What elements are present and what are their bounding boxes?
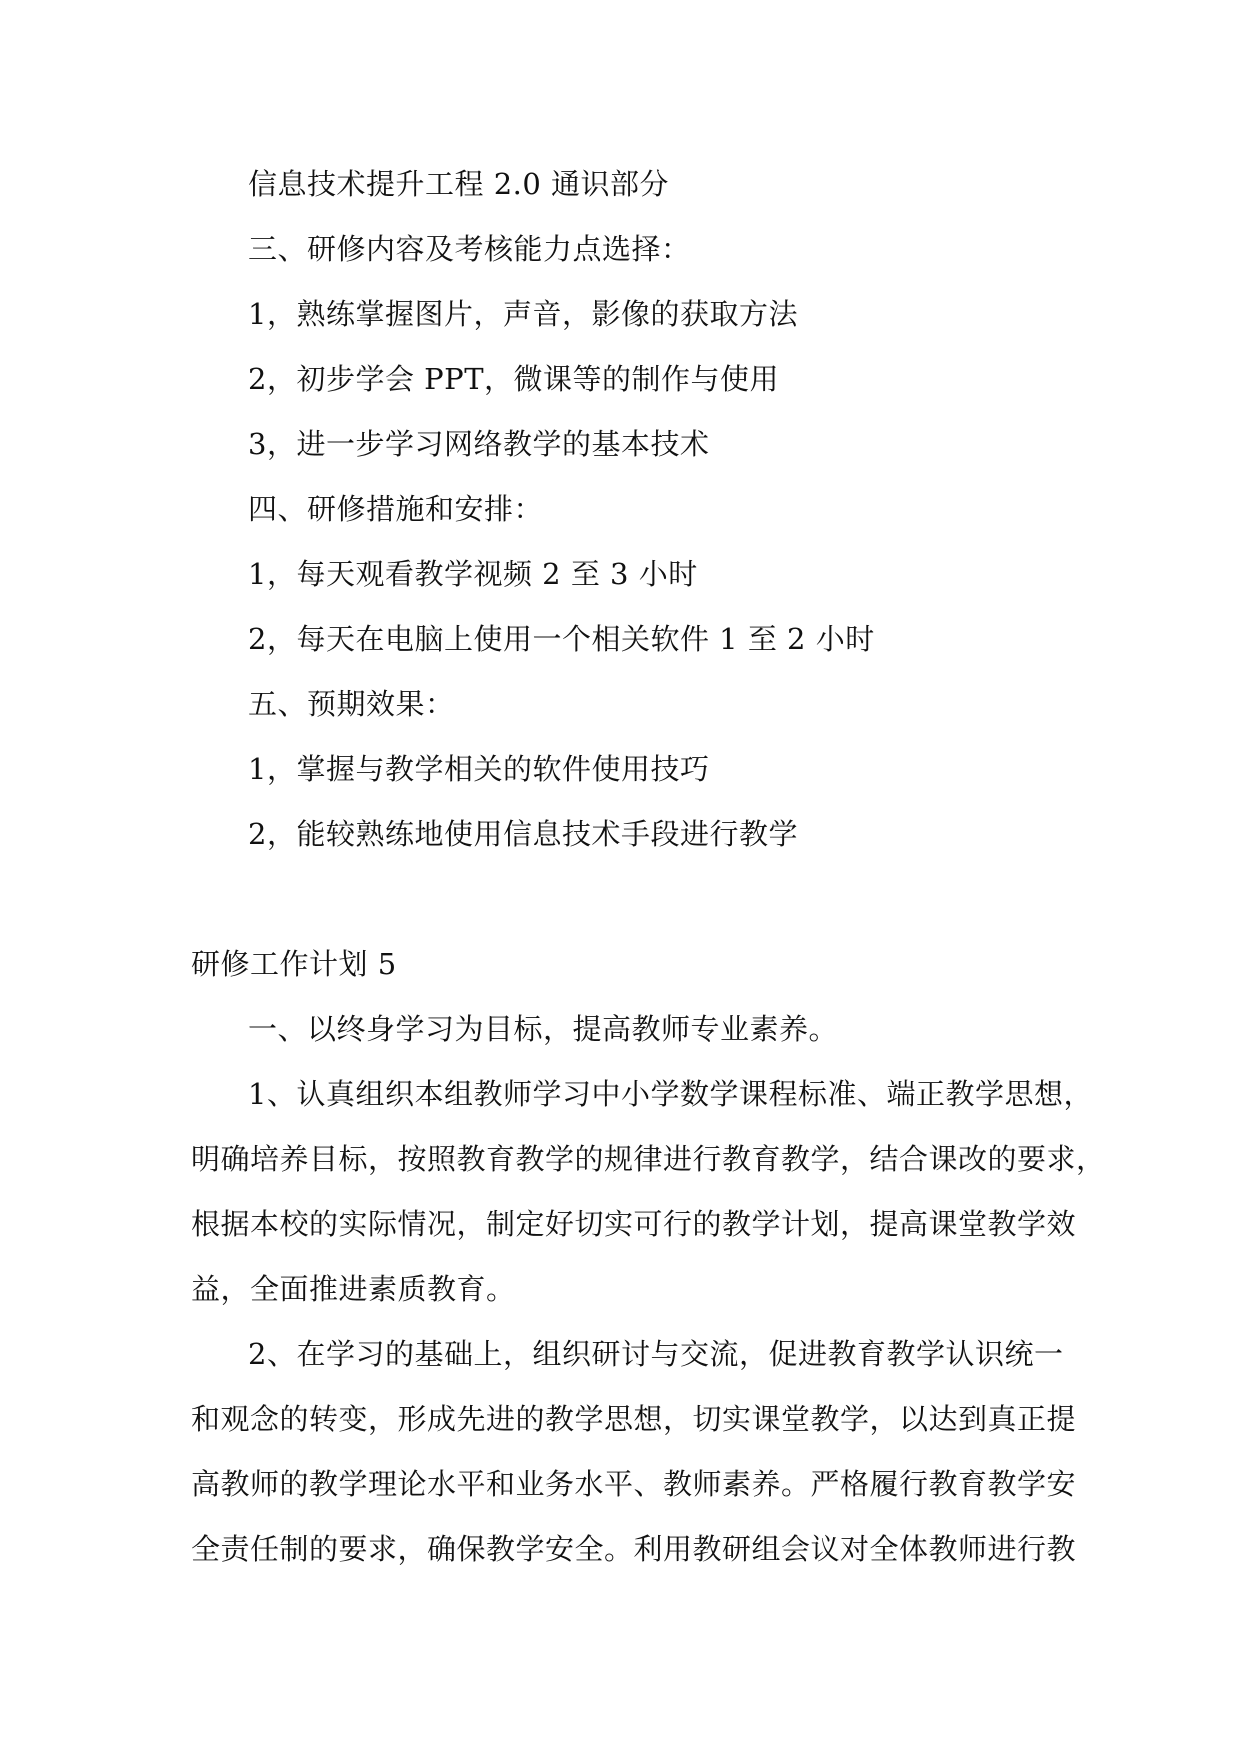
section-heading: 四、研修措施和安排： <box>248 492 544 526</box>
paragraph-line: 1、认真组织本组教师学习中小学数学课程标准、端正教学思想， <box>248 1077 1093 1111</box>
paragraph-line: 根据本校的实际情况，制定好切实可行的教学计划，提高课堂教学效 <box>191 1207 1077 1241</box>
paragraph-line: 明确培养目标，按照教育教学的规律进行教育教学，结合课改的要求， <box>191 1142 1106 1176</box>
section-heading: 一、以终身学习为目标，提高教师专业素养。 <box>248 1012 839 1046</box>
paragraph-line: 高教师的教学理论水平和业务水平、教师素养。严格履行教育教学安 <box>191 1467 1077 1501</box>
document-title: 研修工作计划 5 <box>191 947 397 981</box>
list-item: 2，初步学会 PPT，微课等的制作与使用 <box>248 362 780 396</box>
list-item: 3，进一步学习网络教学的基本技术 <box>248 427 710 461</box>
paragraph-line: 益，全面推进素质教育。 <box>191 1272 516 1306</box>
text-line: 信息技术提升工程 2.0 通识部分 <box>248 167 670 201</box>
list-item: 2，能较熟练地使用信息技术手段进行教学 <box>248 817 798 851</box>
list-item: 1，每天观看教学视频 2 至 3 小时 <box>248 557 698 591</box>
section-heading: 五、预期效果： <box>248 687 455 721</box>
list-item: 2，每天在电脑上使用一个相关软件 1 至 2 小时 <box>248 622 875 656</box>
list-item: 1，掌握与教学相关的软件使用技巧 <box>248 752 710 786</box>
paragraph-line: 和观念的转变，形成先进的教学思想，切实课堂教学，以达到真正提 <box>191 1402 1077 1436</box>
section-heading: 三、研修内容及考核能力点选择： <box>248 232 691 266</box>
paragraph-line: 2、在学习的基础上，组织研讨与交流，促进教育教学认识统一 <box>248 1337 1064 1371</box>
paragraph-line: 全责任制的要求，确保教学安全。利用教研组会议对全体教师进行教 <box>191 1532 1077 1566</box>
list-item: 1，熟练掌握图片，声音，影像的获取方法 <box>248 297 798 331</box>
